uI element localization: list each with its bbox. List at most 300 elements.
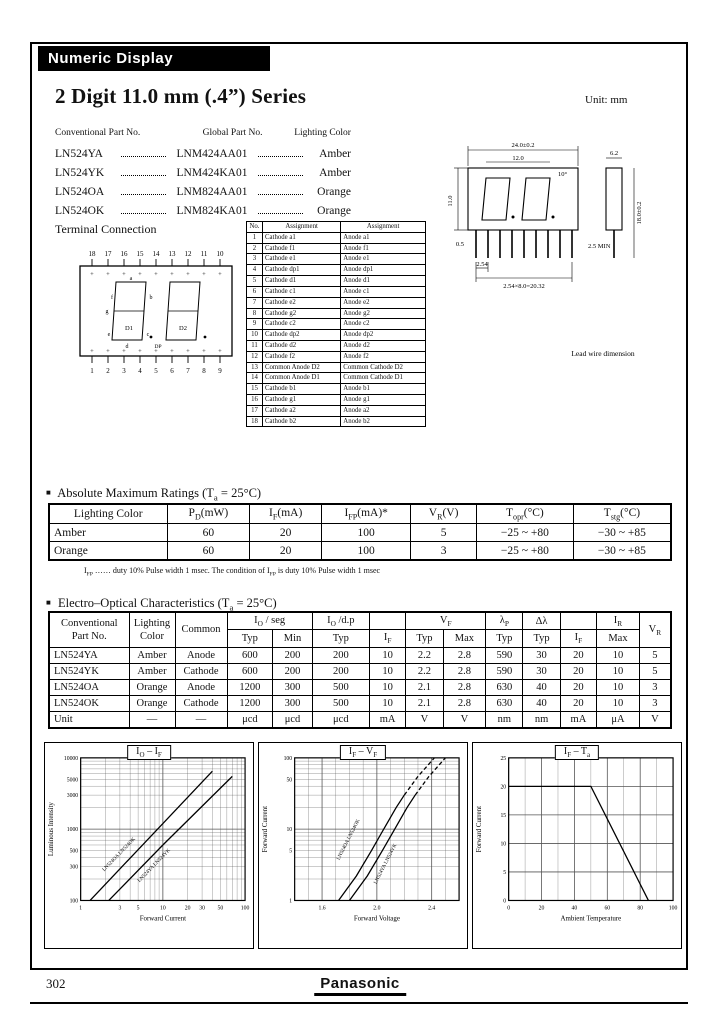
table-cell: mA xyxy=(560,712,596,729)
pin-mark: + xyxy=(202,271,206,278)
series-line xyxy=(109,776,233,900)
part-list xyxy=(55,141,351,217)
part-row xyxy=(55,141,351,160)
x-tick-label: 2.0 xyxy=(373,905,381,912)
abs-col-color: Lighting Color xyxy=(49,504,167,524)
table-cell: 5 xyxy=(411,524,477,542)
part-list-header-conventional: Conventional Part No. xyxy=(55,128,141,138)
part-part: LN524OK xyxy=(55,205,105,217)
eo-col-common: Common xyxy=(175,612,227,647)
segment-label: e xyxy=(107,332,111,338)
table-row xyxy=(247,286,426,297)
y-tick-label: 15 xyxy=(500,812,507,819)
table-cell: 2.1 xyxy=(406,679,443,695)
table-cell: 590 xyxy=(486,647,523,663)
table-cell: Anode xyxy=(175,647,227,663)
table-cell: Anode e2 xyxy=(341,297,426,308)
table-cell: Anode dp1 xyxy=(341,265,426,276)
part-global: LNM824KA01 xyxy=(176,205,248,217)
table-cell: Cathode a2 xyxy=(263,405,341,416)
y-tick-label: 100 xyxy=(283,755,293,762)
table-cell: 630 xyxy=(486,679,523,695)
series-line xyxy=(90,771,212,900)
eo-col-io-dp: $I_O$ /d.p xyxy=(312,612,369,630)
table-cell: LN524YK xyxy=(49,663,129,679)
table-cell: 2.8 xyxy=(443,695,486,711)
table-cell: — xyxy=(129,712,175,729)
table-cell: 5 xyxy=(639,663,671,679)
abs-max-title-text: Absolute Maximum Ratings $(T_a = 25^\circ C)$ xyxy=(57,486,262,503)
dotted-leader xyxy=(258,156,303,157)
table-cell: 15 xyxy=(247,384,263,395)
eo-col-vf: $V_F$ xyxy=(406,612,486,630)
table-cell: 10 xyxy=(369,679,405,695)
part-row xyxy=(55,160,351,179)
table-cell: 2.8 xyxy=(443,679,486,695)
pin-mark: + xyxy=(154,348,158,355)
pin-number: 10 xyxy=(216,250,224,258)
table-cell: Cathode dp1 xyxy=(263,265,341,276)
table-cell: μA xyxy=(597,712,640,729)
table-cell: 9 xyxy=(247,319,263,330)
table-cell: Cathode e1 xyxy=(263,254,341,265)
table-cell: 17 xyxy=(247,405,263,416)
eo-subcol: Max xyxy=(443,630,486,647)
pin-number: 17 xyxy=(104,250,112,258)
table-cell: 40 xyxy=(523,695,560,711)
abs-col-tstg: $T_{stg}(^\circ C)$ xyxy=(573,504,671,524)
y-tick-label: 25 xyxy=(500,755,507,762)
segment-label: a xyxy=(129,276,133,282)
y-tick-label: 10000 xyxy=(63,755,79,762)
abs-col-topr: $T_{opr}(^\circ C)$ xyxy=(476,504,573,524)
x-axis-label: Ambient Temperature xyxy=(560,915,622,923)
table-cell: 7 xyxy=(247,297,263,308)
y-tick-label: 10 xyxy=(500,841,507,848)
x-axis-label: Forward Voltage xyxy=(353,915,400,923)
table-cell: Cathode e2 xyxy=(263,297,341,308)
table-cell: Anode dp2 xyxy=(341,330,426,341)
table-cell: Anode c2 xyxy=(341,319,426,330)
terminal-table xyxy=(246,221,426,427)
table-cell: 10 xyxy=(597,695,640,711)
table-cell: 20 xyxy=(560,679,596,695)
eo-col-blank-1 xyxy=(369,612,405,630)
table-cell: 10 xyxy=(597,679,640,695)
x-tick-label: 50 xyxy=(217,905,224,912)
table-cell: Cathode d1 xyxy=(263,276,341,287)
eo-col-dl: Δλ xyxy=(523,612,560,630)
table-cell: 11 xyxy=(247,340,263,351)
pin-diagram xyxy=(66,244,246,394)
footnote: $I_{FP}$ …… duty 10% Pulse width 1 msec. The condition of $I_{FP}$ is duty 10% Pulse width 1 msec xyxy=(84,566,381,578)
table-cell: Anode a1 xyxy=(341,232,426,243)
series-label: LN524YA LN524YK xyxy=(136,847,172,884)
table-cell: Common Cathode D1 xyxy=(341,373,426,384)
dim-digit-width: 12.0 xyxy=(512,155,524,162)
table-cell: Cathode f2 xyxy=(263,351,341,362)
decimal-point xyxy=(150,336,153,339)
y-tick-label: 5 xyxy=(289,848,293,855)
eo-subcol: Min xyxy=(273,630,313,647)
table-cell: Anode d1 xyxy=(341,276,426,287)
table-row xyxy=(49,647,671,663)
table-cell: Anode b1 xyxy=(341,384,426,395)
table-cell: LN524OA xyxy=(49,679,129,695)
y-tick-label: 5000 xyxy=(66,777,79,784)
table-cell: 200 xyxy=(312,647,369,663)
abs-max-table xyxy=(48,503,672,561)
chart-if-ta-plot xyxy=(473,743,681,948)
table-cell: 630 xyxy=(486,695,523,711)
dim-pin-length: 2.5 MIN xyxy=(588,243,611,250)
series-line xyxy=(349,795,415,900)
dotted-leader xyxy=(121,213,166,214)
table-cell: Cathode xyxy=(175,663,227,679)
table-cell: 40 xyxy=(523,679,560,695)
table-row xyxy=(49,695,671,711)
table-row xyxy=(247,340,426,351)
pin-number: 15 xyxy=(136,250,144,258)
digit-label: D1 xyxy=(125,325,133,332)
series-label: LN524YA LN524YK xyxy=(372,842,399,886)
segment-label: d xyxy=(125,344,129,350)
y-axis-label: Forward Current xyxy=(475,805,483,853)
x-tick-label: 100 xyxy=(240,905,250,912)
table-cell: 13 xyxy=(247,362,263,373)
part-list-header-global: Global Part No. xyxy=(202,128,263,138)
table-cell: Cathode g1 xyxy=(263,395,341,406)
chart-if-ta xyxy=(472,742,682,949)
part-list-header-color: Lighting Color xyxy=(294,128,351,138)
table-row xyxy=(247,276,426,287)
y-tick-label: 50 xyxy=(286,777,293,784)
eo-subcol: $I_F$ xyxy=(369,630,405,647)
table-cell: 10 xyxy=(247,330,263,341)
pin-mark: + xyxy=(202,348,206,355)
pin-mark: + xyxy=(138,271,142,278)
table-cell: Anode f1 xyxy=(341,243,426,254)
eo-col-lp: $\lambda_P$ xyxy=(486,612,523,630)
chart-title: $I_F - V_F$ xyxy=(340,745,386,760)
table-row xyxy=(247,362,426,373)
table-row xyxy=(247,395,426,406)
table-cell: Anode f2 xyxy=(341,351,426,362)
dp-label: DP xyxy=(154,344,162,350)
table-cell: 18 xyxy=(247,416,263,427)
pin-mark: + xyxy=(106,348,110,355)
table-cell: 14 xyxy=(247,373,263,384)
table-row xyxy=(247,351,426,362)
digit-label: D2 xyxy=(179,325,187,332)
chart-title: $I_F - T_a$ xyxy=(555,745,599,760)
table-cell: 20 xyxy=(560,663,596,679)
part-color: Orange xyxy=(317,186,351,198)
table-cell: 600 xyxy=(227,647,273,663)
table-cell: 4 xyxy=(247,265,263,276)
table-cell: Orange xyxy=(49,542,167,560)
table-cell: Cathode f1 xyxy=(263,243,341,254)
table-cell: 10 xyxy=(597,647,640,663)
table-cell: Cathode d2 xyxy=(263,340,341,351)
part-global: LNM824AA01 xyxy=(176,186,248,198)
table-row xyxy=(247,308,426,319)
dim-pitch: 2.54 xyxy=(476,261,488,268)
table-cell: Anode c1 xyxy=(341,286,426,297)
table-cell: Common Anode D1 xyxy=(263,373,341,384)
pin-number: 1 xyxy=(90,367,94,375)
pin-mark: + xyxy=(122,271,126,278)
table-row xyxy=(49,712,671,729)
table-row xyxy=(247,384,426,395)
abs-col-ifp: $I_{FP}(mA)*$ xyxy=(322,504,411,524)
unit-note: Unit: mm xyxy=(585,94,628,106)
eo-subcol: Typ xyxy=(227,630,273,647)
table-cell: Cathode dp2 xyxy=(263,330,341,341)
table-cell: Cathode c2 xyxy=(263,319,341,330)
x-tick-label: 5 xyxy=(136,905,140,912)
table-cell: 10 xyxy=(369,647,405,663)
table-cell: 6 xyxy=(247,286,263,297)
table-cell: LN524YA xyxy=(49,647,129,663)
dim-side-height: 18.0±0.2 xyxy=(636,201,643,225)
dotted-leader xyxy=(121,175,166,176)
x-axis-label: Forward Current xyxy=(139,915,187,923)
table-cell: Cathode b1 xyxy=(263,384,341,395)
table-cell: 60 xyxy=(167,542,250,560)
table-cell: 3 xyxy=(247,254,263,265)
table-cell: 2.8 xyxy=(443,647,486,663)
table-cell: 10 xyxy=(369,695,405,711)
x-tick-label: 20 xyxy=(184,905,191,912)
dim-slant-angle: 10° xyxy=(558,171,568,178)
pin-number: 13 xyxy=(168,250,176,258)
mechanical-drawing xyxy=(438,106,688,381)
pin-mark: + xyxy=(90,271,94,278)
table-cell: LN524OK xyxy=(49,695,129,711)
terminal-col-assignment-1: Assignment xyxy=(263,222,341,233)
x-tick-label: 40 xyxy=(571,905,578,912)
pin-number: 5 xyxy=(154,367,158,375)
y-tick-label: 300 xyxy=(69,864,79,871)
table-cell: μcd xyxy=(273,712,313,729)
table-cell: nm xyxy=(523,712,560,729)
eo-col-io-seg: $I_O$ / seg xyxy=(227,612,312,630)
page-title: 2 Digit 11.0 mm (.4”) Series xyxy=(55,84,307,108)
table-cell: Amber xyxy=(49,524,167,542)
table-cell: Cathode g2 xyxy=(263,308,341,319)
table-cell: 3 xyxy=(411,542,477,560)
table-cell: Common Cathode D2 xyxy=(341,362,426,373)
eo-subcol: Typ xyxy=(523,630,560,647)
table-cell: Anode g2 xyxy=(341,308,426,319)
eo-subcol: Max xyxy=(597,630,640,647)
pin-number: 16 xyxy=(120,250,128,258)
y-tick-label: 100 xyxy=(69,898,79,905)
eo-subcol: $I_F$ xyxy=(560,630,596,647)
pin-mark: + xyxy=(186,271,190,278)
pin-number: 8 xyxy=(202,367,206,375)
table-row xyxy=(247,416,426,427)
part-color: Orange xyxy=(317,205,351,217)
terminal-col-no: No. xyxy=(247,222,263,233)
eo-col-color: Lighting Color xyxy=(129,612,175,647)
pin-mark: + xyxy=(170,271,174,278)
table-cell: V xyxy=(443,712,486,729)
x-tick-label: 3 xyxy=(118,905,122,912)
table-cell: Cathode xyxy=(175,695,227,711)
y-tick-label: 20 xyxy=(500,784,507,791)
dotted-leader xyxy=(121,156,166,157)
table-cell: 3 xyxy=(639,695,671,711)
table-row xyxy=(247,330,426,341)
table-cell: Cathode c1 xyxy=(263,286,341,297)
x-tick-label: 10 xyxy=(159,905,166,912)
pin-number: 9 xyxy=(218,367,222,375)
dim-pin-width: 0.5 xyxy=(455,241,464,248)
y-axis-label: Forward Current xyxy=(261,805,269,853)
pin-mark: + xyxy=(186,348,190,355)
part-row xyxy=(55,179,351,198)
segment-label: f xyxy=(111,295,113,301)
table-cell: 2.8 xyxy=(443,663,486,679)
decimal-point xyxy=(204,336,207,339)
pin-mark: + xyxy=(122,348,126,355)
table-row xyxy=(247,405,426,416)
x-tick-label: 2.4 xyxy=(428,905,436,912)
table-row xyxy=(247,243,426,254)
table-cell: 1200 xyxy=(227,695,273,711)
y-tick-label: 5 xyxy=(503,869,507,876)
part-list-headers xyxy=(55,128,351,138)
table-cell: V xyxy=(406,712,443,729)
eo-subcol: Typ xyxy=(406,630,443,647)
section-marker: ■ xyxy=(46,488,51,497)
table-row xyxy=(247,265,426,276)
table-row xyxy=(247,232,426,243)
x-tick-label: 1 xyxy=(79,905,83,912)
table-cell: Unit xyxy=(49,712,129,729)
table-cell: 60 xyxy=(167,524,250,542)
abs-col-if: $I_F(mA)$ xyxy=(250,504,322,524)
table-cell: Cathode b2 xyxy=(263,416,341,427)
table-cell: 2.2 xyxy=(406,663,443,679)
part-part: LN524YA xyxy=(55,148,103,160)
pin-number: 3 xyxy=(122,367,126,375)
segment-label: g xyxy=(105,309,109,315)
part-color: Amber xyxy=(319,148,351,160)
x-tick-label: 1.6 xyxy=(318,905,326,912)
table-cell: Orange xyxy=(129,695,175,711)
table-row xyxy=(49,663,671,679)
lead-pins xyxy=(476,230,572,258)
table-cell: Anode g1 xyxy=(341,395,426,406)
table-cell: Orange xyxy=(129,679,175,695)
x-tick-label: 100 xyxy=(668,905,678,912)
pin-number: 11 xyxy=(200,250,208,258)
table-row xyxy=(247,373,426,384)
table-cell: Cathode a1 xyxy=(263,232,341,243)
table-cell: −30 ~ +85 xyxy=(573,524,671,542)
page-number: 302 xyxy=(46,976,66,991)
dotted-leader xyxy=(258,194,303,195)
table-row xyxy=(49,524,671,542)
table-cell: mA xyxy=(369,712,405,729)
y-tick-label: 1 xyxy=(289,898,293,905)
part-part: LN524OA xyxy=(55,186,105,198)
table-cell: 20 xyxy=(250,542,322,560)
pin-mark: + xyxy=(154,271,158,278)
table-cell: Anode b2 xyxy=(341,416,426,427)
chart-io-if xyxy=(44,742,254,949)
table-row xyxy=(247,319,426,330)
eo-table xyxy=(48,611,672,729)
y-tick-label: 10 xyxy=(286,827,293,834)
chart-io-if-plot xyxy=(45,743,253,948)
pin-number: 2 xyxy=(106,367,110,375)
series-label: LN524OA LN524OK xyxy=(101,836,137,873)
series-label: LN524OA LN524OK xyxy=(335,818,362,862)
eo-col-vr: $V_R$ xyxy=(639,612,671,647)
abs-col-vr: $V_R(V)$ xyxy=(411,504,477,524)
table-cell: 12 xyxy=(247,351,263,362)
terminal-connection-title: Terminal Connection xyxy=(55,222,157,236)
part-global: LNM424KA01 xyxy=(176,167,248,179)
table-cell: μcd xyxy=(227,712,273,729)
bottom-rule xyxy=(30,1002,688,1004)
table-cell: Amber xyxy=(129,647,175,663)
segment-label: b xyxy=(149,295,153,301)
y-tick-label: 3000 xyxy=(66,793,79,800)
table-cell: 200 xyxy=(273,647,313,663)
dim-height: 11.0 xyxy=(447,195,454,207)
brand-logo: Panasonic xyxy=(314,975,406,996)
table-cell: 5 xyxy=(639,647,671,663)
table-cell: — xyxy=(175,712,227,729)
pin-number: 4 xyxy=(138,367,142,375)
table-cell: μcd xyxy=(312,712,369,729)
table-cell: nm xyxy=(486,712,523,729)
part-part: LN524YK xyxy=(55,167,105,179)
table-cell: 200 xyxy=(273,663,313,679)
dotted-leader xyxy=(258,175,303,176)
table-cell: 30 xyxy=(523,647,560,663)
table-cell: Anode a2 xyxy=(341,405,426,416)
chart-title: $I_O - I_F$ xyxy=(127,745,171,760)
x-tick-label: 60 xyxy=(604,905,611,912)
table-cell: 5 xyxy=(247,276,263,287)
table-cell: 3 xyxy=(639,679,671,695)
table-cell: Anode e1 xyxy=(341,254,426,265)
eo-title-text: Electro–Optical Characteristics $(T_a = 25^\circ C)$ xyxy=(57,596,277,613)
table-cell: 20 xyxy=(560,647,596,663)
table-cell: 2 xyxy=(247,243,263,254)
pin-mark: + xyxy=(90,348,94,355)
table-cell: Common Anode D2 xyxy=(263,362,341,373)
table-cell: 30 xyxy=(523,663,560,679)
y-tick-label: 0 xyxy=(503,898,507,905)
x-tick-label: 0 xyxy=(507,905,511,912)
eo-col-part: Conventional Part No. xyxy=(49,612,129,647)
table-cell: 590 xyxy=(486,663,523,679)
part-color: Amber xyxy=(319,167,351,179)
display-outline xyxy=(80,266,232,356)
y-tick-label: 500 xyxy=(69,848,79,855)
pin-number: 18 xyxy=(88,250,96,258)
x-tick-label: 80 xyxy=(637,905,644,912)
dim-overall-width: 24.0±0.2 xyxy=(511,142,535,149)
lead-wire-caption: Lead wire dimension xyxy=(571,349,635,358)
